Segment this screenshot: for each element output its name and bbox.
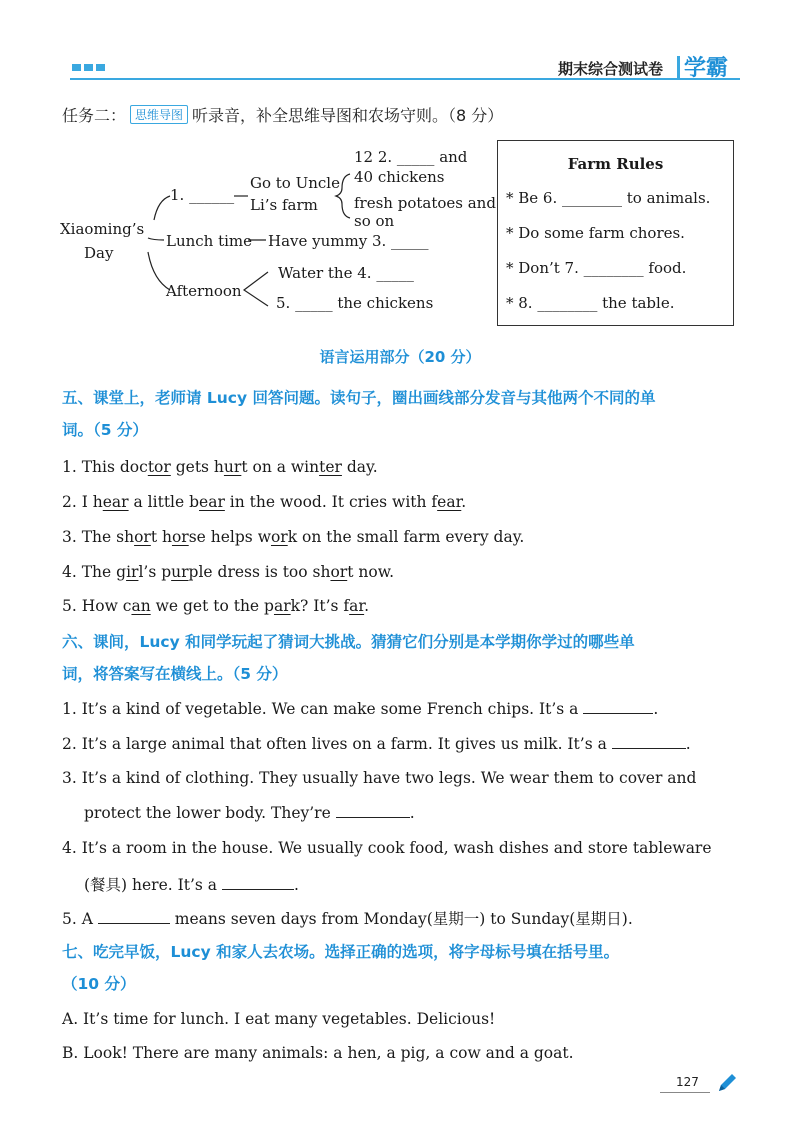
answer-blank[interactable] <box>336 804 410 818</box>
task2-instruction <box>62 103 503 126</box>
header-title: 期末综合测试卷 <box>558 60 664 78</box>
q6-item-3b: protect the lower body. They’re . <box>84 804 415 822</box>
go-line1: Go to Uncle <box>250 174 340 192</box>
q7-option-b: B. Look! There are many animals: a hen, a pig, a cow and a goat. <box>62 1044 574 1062</box>
underlined-sound[interactable]: ear <box>199 493 225 511</box>
underlined-sound[interactable]: ar <box>273 597 291 615</box>
q6-item-4a: 4. It’s a room in the house. We usually cook food, wash dishes and store tableware <box>62 839 712 857</box>
q5-sentence-3: 3. The short horse helps work on the small farm every day. <box>62 528 525 546</box>
underlined-sound[interactable]: or <box>134 528 151 546</box>
go-line2: Li’s farm <box>250 196 318 214</box>
q5-sentence-4: 4. The girl’s purple dress is too short now. <box>62 563 395 581</box>
q7-heading <box>62 936 742 1000</box>
underlined-sound[interactable]: or <box>270 528 288 546</box>
item-a-line1: 12 2. _____ and <box>354 148 468 166</box>
underlined-sound[interactable]: ear <box>437 493 462 511</box>
pencil-icon <box>716 1072 738 1094</box>
farm-rules-title: Farm Rules <box>567 155 664 173</box>
q6-item-1: 1. It’s a kind of vegetable. We can make some French chips. It’s a . <box>62 700 659 718</box>
farm-rule-2: * Do some farm chores. <box>506 224 685 242</box>
q5-heading-line2: 词。（5 分） <box>62 421 148 439</box>
mindmap <box>58 140 498 330</box>
farm-rules-box <box>497 140 734 326</box>
answer-blank[interactable] <box>612 735 686 749</box>
section-title: 语言运用部分（20 分） <box>319 348 481 366</box>
underlined-sound[interactable]: ear <box>102 493 129 511</box>
mindmap-tag: 思维导图 <box>130 105 188 124</box>
brand-logo: 学霸 <box>684 56 729 81</box>
farm-rule-4: * 8. ________ the table. <box>506 294 675 312</box>
q7-heading-line2: （10 分） <box>62 975 136 993</box>
answer-blank[interactable] <box>222 876 294 890</box>
q6-item-5: 5. A means seven days from Monday(星期一) to Sunday(星期日). <box>62 910 633 928</box>
task2-text: 听录音，补全思维导图和农场守则。（8 分） <box>192 106 504 125</box>
page-number: 127 <box>676 1075 699 1089</box>
morning-label: 1. ______ <box>170 186 235 204</box>
q7-option-a: A. It’s time for lunch. I eat many vegetables. Delicious! <box>62 1010 496 1028</box>
farm-rule-1: * Be 6. ________ to animals. <box>506 189 711 207</box>
underlined-sound[interactable]: tor <box>147 458 171 476</box>
afternoon-label: Afternoon <box>166 282 242 300</box>
item-b-line2: so on <box>354 212 395 230</box>
page-header <box>0 0 800 100</box>
underlined-sound[interactable]: ur <box>171 563 189 581</box>
underlined-sound[interactable]: or <box>171 528 189 546</box>
q5-sentence-5: 5. How can we get to the park? It’s far. <box>62 597 370 615</box>
answer-blank[interactable] <box>583 700 653 714</box>
answer-blank[interactable] <box>98 910 170 924</box>
q7-heading-line1: 七、吃完早饭，Lucy 和家人去农场。选择正确的选项，将字母标号填在括号里。 <box>62 943 620 961</box>
header-divider <box>677 56 680 78</box>
q6-heading-line2: 词，将答案写在横线上。（5 分） <box>62 665 288 683</box>
item-b-line1: fresh potatoes and <box>354 194 496 212</box>
underlined-sound[interactable]: ur <box>223 458 242 476</box>
task2-prefix: 任务二： <box>62 106 127 125</box>
underlined-sound[interactable]: ir <box>126 563 139 581</box>
lunch-label: Lunch time <box>166 232 253 250</box>
afternoon-item-a: Water the 4. _____ <box>278 264 414 282</box>
header-squares <box>72 64 105 71</box>
q5-heading <box>62 382 742 446</box>
q6-item-4b: (餐具) here. It’s a . <box>84 876 299 894</box>
root-line1: Xiaoming’s <box>60 220 145 238</box>
underlined-sound[interactable]: an <box>131 597 151 615</box>
page-number-rule <box>660 1092 710 1093</box>
q6-heading <box>62 626 742 690</box>
item-a-line2: 40 chickens <box>354 168 445 186</box>
q5-sentence-1: 1. This doctor gets hurt on a winter day. <box>62 458 378 476</box>
q6-item-2: 2. It’s a large animal that often lives on a farm. It gives us milk. It’s a . <box>62 735 691 753</box>
farm-rule-3: * Don’t 7. ________ food. <box>506 259 687 277</box>
underlined-sound[interactable]: ter <box>319 458 342 476</box>
q6-item-3a: 3. It’s a kind of clothing. They usually have two legs. We wear them to cover and <box>62 769 697 787</box>
underlined-sound[interactable]: or <box>330 563 348 581</box>
q5-sentence-2: 2. I hear a little bear in the wood. It cries with fear. <box>62 493 467 511</box>
q5-heading-line1: 五、课堂上，老师请 Lucy 回答问题。读句子，圈出画线部分发音与其他两个不同的单 <box>62 389 656 407</box>
lunch-detail: Have yummy 3. _____ <box>268 232 429 250</box>
underlined-sound[interactable]: ar <box>349 597 365 615</box>
root-line2: Day <box>84 244 114 262</box>
q6-heading-line1: 六、课间，Lucy 和同学玩起了猜词大挑战。猜猜它们分别是本学期你学过的哪些单 <box>62 633 635 651</box>
afternoon-item-b: 5. _____ the chickens <box>276 294 434 312</box>
